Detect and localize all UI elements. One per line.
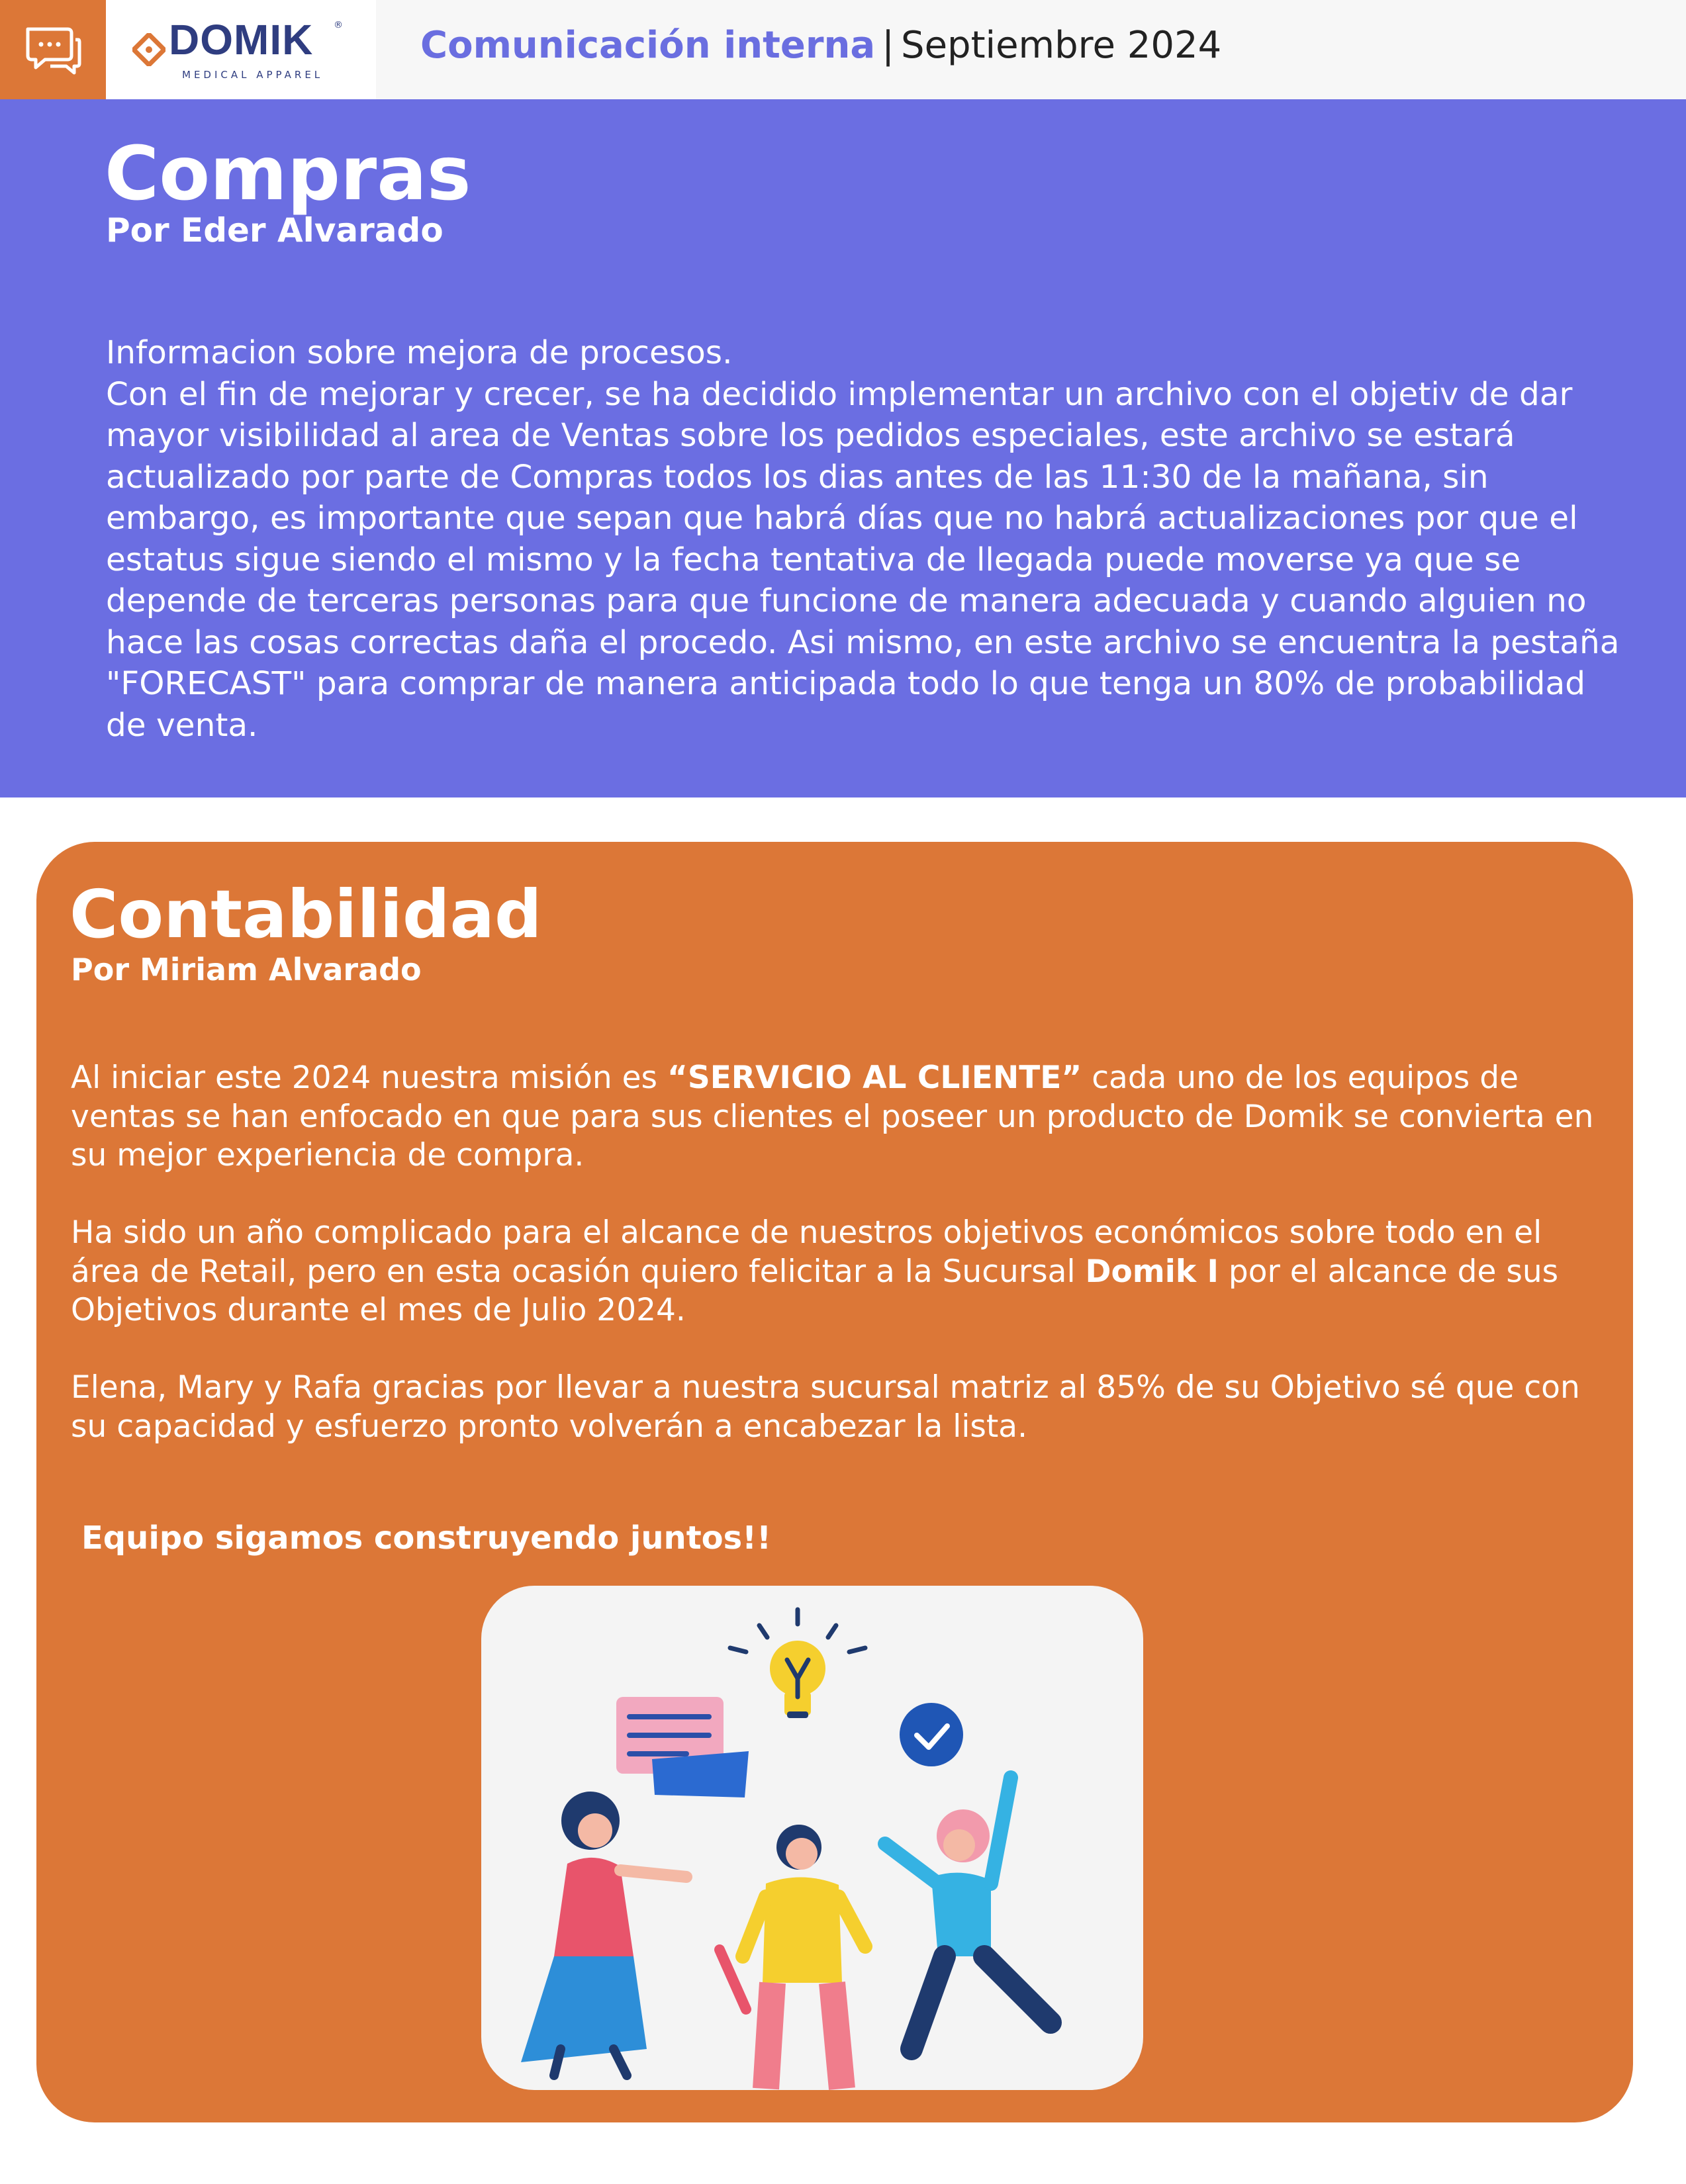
logo-trademark: ® (334, 20, 343, 30)
compras-byline: Por Eder Alvarado (106, 211, 444, 250)
contabilidad-paragraph-2 (71, 1214, 1613, 1330)
checklist-icon (616, 1697, 749, 1797)
contabilidad-paragraph-1 (71, 1059, 1613, 1175)
celebrating-woman-figure (885, 1778, 1051, 2049)
logo-diamond-icon (132, 33, 165, 66)
compras-paragraph: Con el fin de mejorar y crecer, se ha decidido implementar un archivo con el objetiv de dar mayor visibilidad al area de Ventas sobre los pedidos especiales, este archivo se estará actualizado por parte de Compras todos los dias antes de las 11:30 de la mañana, sin embargo, es importante que sepan que habrá días que no habrá actualizaciones por que el estatus sigue siendo el mismo y la fecha tentativa de llegada puede moverse ya que se depende de terceras personas para que funcione de manera adecuada y cuando alguien no hace las cosas correctas daña el procedo. Asi mismo, en este archivo se encuentra la pestaña "FORECAST" para comprar de manera anticipada todo lo que tenga un 80% de probabilidad de venta. (106, 375, 1620, 744)
page-header (0, 0, 1686, 99)
p2-emphasis: Domik I (1085, 1253, 1219, 1290)
issue-date: Septiembre 2024 (901, 24, 1222, 67)
lightbulb-icon (730, 1610, 865, 1718)
header-separator: | (882, 24, 895, 67)
p2-text-a: Ha sido un año complicado para el alcance de nuestros objetivos económicos sobre todo en el área de Retail, pero en esta ocasión quiero felicitar a la Sucursal (71, 1214, 1542, 1290)
team-celebration-illustration (481, 1586, 1143, 2090)
p1-text-b: cada uno de los equipos de ventas se han enfocado en que para sus clientes el poseer un producto de Domik se convierta en su mejor experiencia de compra. (71, 1060, 1594, 1173)
compras-body (106, 332, 1622, 746)
contabilidad-byline: Por Miriam Alvarado (71, 952, 422, 987)
chat-bubbles-icon (24, 25, 82, 75)
domik-logo (106, 0, 376, 99)
check-circle-icon (900, 1703, 963, 1766)
woman-figure (521, 1792, 686, 2075)
contabilidad-section (36, 842, 1633, 2122)
compras-section (0, 99, 1686, 797)
logo-brand-text: DOMIK (169, 16, 314, 64)
p1-text-a: Al iniciar este 2024 nuestra misión es (71, 1060, 667, 1096)
man-figure (720, 1825, 865, 2089)
compras-intro: Informacion sobre mejora de procesos. (106, 334, 733, 371)
contabilidad-title: Contabilidad (70, 876, 542, 953)
section-label: Comunicación interna (420, 24, 876, 67)
p1-emphasis: “SERVICIO AL CLIENTE” (667, 1060, 1082, 1096)
p2-text-b: por el alcance de sus Objetivos durante el mes de Julio 2024. (71, 1253, 1559, 1328)
logo-tagline: MEDICAL APPAREL (182, 69, 324, 81)
header-title (420, 21, 1221, 70)
compras-title: Compras (105, 131, 471, 217)
contabilidad-paragraph-3: Elena, Mary y Rafa gracias por llevar a nuestra sucursal matriz al 85% de su Objetivo sé que con su capacidad y esfuerzo pronto volverán a encabezar la lista. (71, 1369, 1580, 1445)
chat-icon-tile (0, 0, 106, 99)
closing-line: Equipo sigamos construyendo juntos!! (81, 1520, 771, 1557)
